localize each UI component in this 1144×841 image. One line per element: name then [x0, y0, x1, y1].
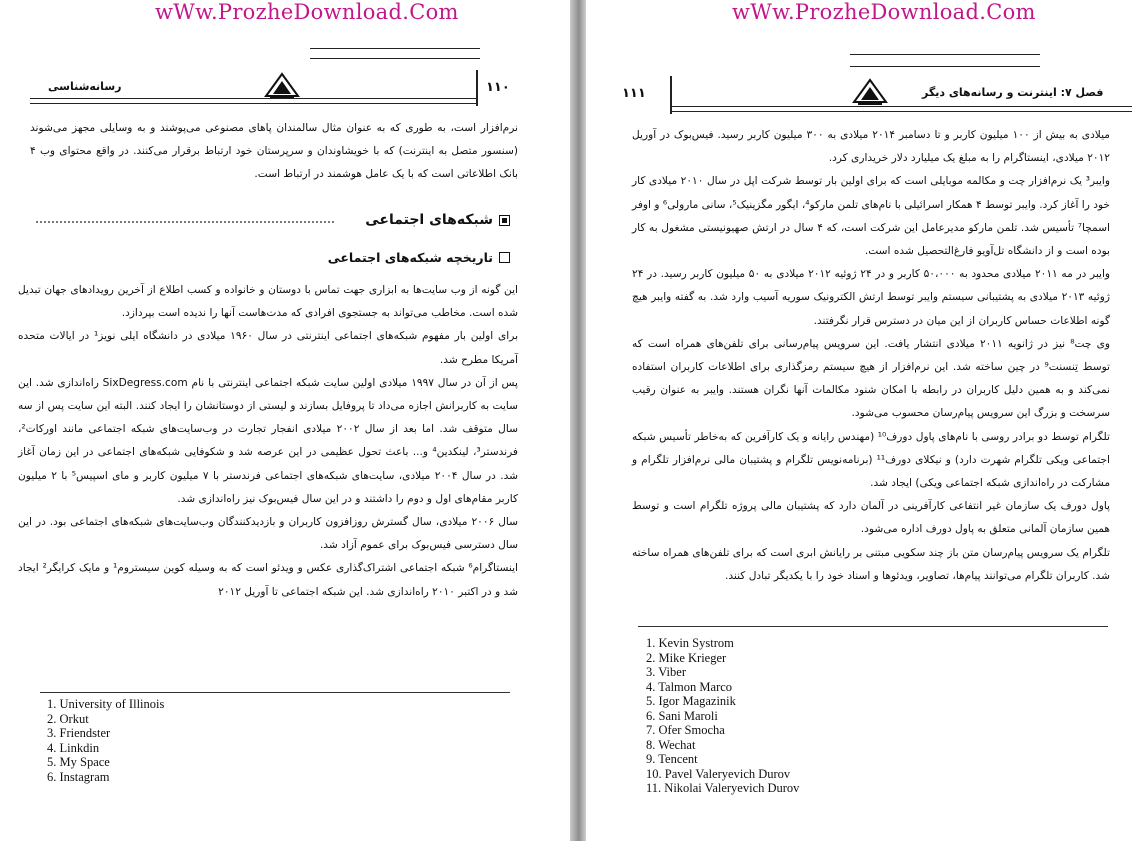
footnote: 2. Mike Krieger	[646, 650, 727, 665]
paragraph: پاول دورف یک سازمان غیر انتفاعی کارآفرینی در آلمان دارد که پشتیبان مالی پروژه تلگرام است و توسط همین سازمان آلمانی متعلق به پاول دورف اداره می‌شود.	[632, 500, 1110, 536]
paragraph: تلگرام توسط دو برادر روسی با نام‌های پاول دورف¹⁰ (مهندس رایانه و یک کارآفرین که به‌خاطر تأسیس شبکه اجتماعی ویکی تلگرام شهرت دارد) و نیکلای دورف¹¹ (برنامه‌نویس تلگرام و پشتیبان مالی نرم‌افزار تلگرام و مشارکت در راه‌اندازی شبکه اجتماعی ویکی) ایجاد شد.	[632, 430, 1110, 490]
header-rule	[672, 106, 1132, 107]
paragraph: سال ۲۰۰۶ میلادی، سال گسترش روزافزون کاربران و بازدیدکنندگان وب‌سایت‌های شبکه‌های اجتماعی بود. در این سال دسترسی فیس‌بوک برای عموم آزاد شد.	[18, 516, 519, 552]
header-title: فصل ۷: اینترنت و رسانه‌های دیگر	[922, 86, 1104, 99]
body-text	[18, 279, 518, 604]
square-bullet-icon	[499, 215, 510, 226]
paragraph: وایبر³ یک نرم‌افزار چت و مکالمه موبایلی است که برای اولین بار توسط شرکت اپل در سال ۲۰۱۰ میلادی کار خود را آغاز کرد. وایبر توسط ۴ همکار اسرائیلی با نام‌های تلمن مارکو⁴، ایگور مگزینیک⁵، سانی مارولی⁶ و اوفر اسمچا⁷ تأسیس شد. تلمن مارکو مدیرعامل این شرکت است، که ۴ سال در ارتش صهیونیستی مشغول به کار بوده است و از دانشگاه تل‌آویو فارغ‌التحصیل شده است.	[632, 175, 1110, 258]
section-dotted-rule	[36, 221, 334, 223]
publisher-logo	[262, 72, 302, 100]
header-rule	[30, 103, 476, 104]
paragraph: پس از آن در سال ۱۹۹۷ میلادی اولین سایت شبکه اجتماعی اینترنتی با نام SixDegress.com راه‌اندازی شد. این سایت به کاربرانش اجازه می‌داد تا پروفایل بسازند و لیستی از دوستانشان را ایجاد کنند. البته این سایت پس از سه سال متوقف شد. اما بعد از سال ۲۰۰۲ میلادی انفجار تجارت در وب‌سایت‌های شبکه اجتماعی مانند اورکات²، فرندستر³، لینکدین⁴ و... باعث تحول عظیمی در این عرصه شد و شکوفایی شبکه‌های اجتماعی در این زمان آغاز شد. در سال ۲۰۰۴ میلادی، سایت‌های شبکه‌های اجتماعی فرندستر با ۷ میلیون کاربر و مای اسپیس⁵ با ۲ میلیون کاربر مقام‌های اول و دوم را داشتند و در این سال فیس‌بوک نیز راه‌اندازی شد.	[18, 376, 519, 505]
footnote: 5. My Space	[47, 755, 110, 769]
footnote: 3. Friendster	[47, 726, 111, 740]
footnotes	[47, 697, 164, 784]
paragraph: تلگرام یک سرویس پیام‌رسان متن باز چند سکویی مبتنی بر رایانش ابری است که برای تلفن‌های همراه ساخته شد. کاربران تلگرام می‌توانند پیام‌ها، تصاویر، ویدئوها و اسناد خود را با یکدیگر تبادل کنند.	[632, 546, 1110, 582]
publisher-logo	[850, 78, 890, 106]
paragraph: اینستاگرام⁶ شبکه اجتماعی اشتراک‌گذاری عکس و ویدئو است که به وسیله کوین سیستروم¹ و مایک کرایگر² ایجاد شد و در اکتبر ۲۰۱۰ راه‌اندازی شد. این شبکه اجتماعی تا آوریل ۲۰۱۲	[18, 562, 518, 598]
header-title: رسانه‌شناسی	[48, 80, 122, 93]
subsection-title-text: تاریخچه شبکه‌های اجتماعی	[327, 250, 493, 265]
footnote: 11. Nikolai Valeryevich Durov	[646, 781, 800, 795]
footnote: 6. Sani Maroli	[646, 708, 718, 723]
square-bullet-icon	[499, 252, 510, 263]
footnotes	[646, 636, 799, 796]
body-text	[632, 124, 1110, 588]
header-rule-top	[850, 54, 1040, 55]
paragraph: برای اولین بار مفهوم شبکه‌های اجتماعی اینترنتی در سال ۱۹۶۰ میلادی در دانشگاه ایلی نویز¹ در ایالات متحده آمریکا مطرح شد.	[18, 330, 519, 366]
paragraph: نرم‌افزار است، به طوری که به عنوان مثال سالمندان پاهای مصنوعی می‌پوشند و به وسایلی مجهز می‌شوند (سنسور متصل به اینترنت) که با خویشاوندان و سرپرستان خود ارتباط برقرار می‌کنند. در واقع محتوای وب ۴ بانک اطلاعاتی است که با یک عامل هوشمند در ارتباط است.	[30, 122, 518, 181]
footnote: 1. Kevin Systrom	[646, 636, 734, 650]
paragraph: وی چت⁸ نیز در ژانویه ۲۰۱۱ میلادی انتشار یافت. این سرویس پیام‌رسانی برای تلفن‌های همراه است که توسط تِنسنت⁹ در چین ساخته شد. این نرم‌افزار از هیچ سیستم رمزگذاری برای اطلاعات کاربران استفاده نمی‌کند و به همین دلیل کاربران در رابطه با امکان شنود مکالمات آنها نگران هستند. وایبر به عنوان رقیب سرسخت و بزرگ این سرویس پیام‌رسان محسوب می‌شود.	[632, 337, 1111, 420]
header-rule-top	[310, 58, 480, 59]
header-rule	[672, 111, 1132, 112]
footnote: 5. Igor Magazinik	[646, 694, 736, 708]
footnote-rule	[40, 692, 510, 693]
section-title-text: شبکه‌های اجتماعی	[365, 212, 493, 228]
right-page	[586, 0, 1144, 841]
footnote: 6. Instagram	[47, 769, 110, 784]
paragraph: میلادی به بیش از ۱۰۰ میلیون کاربر و تا دسامبر ۲۰۱۴ میلادی به ۳۰۰ میلیون کاربر رسید. فیس‌بوک در آوریل ۲۰۱۲ میلادی، اینستاگرام را به مبلغ یک میلیارد دلار خریداری کرد.	[632, 129, 1110, 165]
page-number: ۱۱۰	[486, 80, 510, 95]
footnote-rule	[638, 626, 1108, 627]
section-title	[365, 212, 510, 228]
header-divider	[476, 70, 478, 106]
footnote: 2. Orkut	[47, 711, 89, 726]
page-number: ۱۱۱	[622, 86, 646, 101]
footnote: 4. Linkdin	[47, 740, 100, 755]
header-rule	[30, 98, 476, 99]
watermark: wWw.ProzheDownload.Com	[732, 0, 1036, 24]
footnote: 10. Pavel Valeryevich Durov	[646, 766, 791, 781]
footnote: 1. University of Illinois	[47, 697, 165, 711]
header-divider	[670, 76, 672, 114]
intro-paragraph	[30, 117, 518, 187]
footnote: 4. Talmon Marco	[646, 679, 733, 694]
paragraph: این گونه از وب سایت‌ها به ابزاری جهت تماس با دوستان و خانواده و کسب اطلاع از آخرین رویدادهای جهان تبدیل شده است. مخاطب می‌تواند به جستجوی افرادی که مدت‌هاست آنها را ندیده است بپردازد.	[18, 284, 518, 320]
watermark: wWw.ProzheDownload.Com	[155, 0, 459, 24]
footnote: 3. Viber	[646, 665, 686, 679]
book-gutter	[570, 0, 586, 841]
left-page	[0, 0, 570, 841]
subsection-title	[328, 250, 510, 265]
header-rule-top	[310, 48, 480, 49]
footnote: 9. Tencent	[646, 752, 698, 766]
header-rule-top	[850, 66, 1040, 67]
footnote: 7. Ofer Smocha	[646, 723, 725, 737]
paragraph: وایبر در مه ۲۰۱۱ میلادی محدود به ۵۰،۰۰۰ کاربر و در ۲۴ ژوئیه ۲۰۱۲ میلادی به ۵۰ میلیون کاربر رسید. در ۲۴ ژوئیه ۲۰۱۳ میلادی به پشتیبانی سیستم وایبر توسط ارتش الکترونیک سوریه آسیب وارد شد. به گفته وایبر هیچ گونه اطلاعات حساس کاربران از این میان در دسترس قرار نگرفتند.	[632, 268, 1111, 327]
footnote: 8. Wechat	[646, 737, 696, 752]
